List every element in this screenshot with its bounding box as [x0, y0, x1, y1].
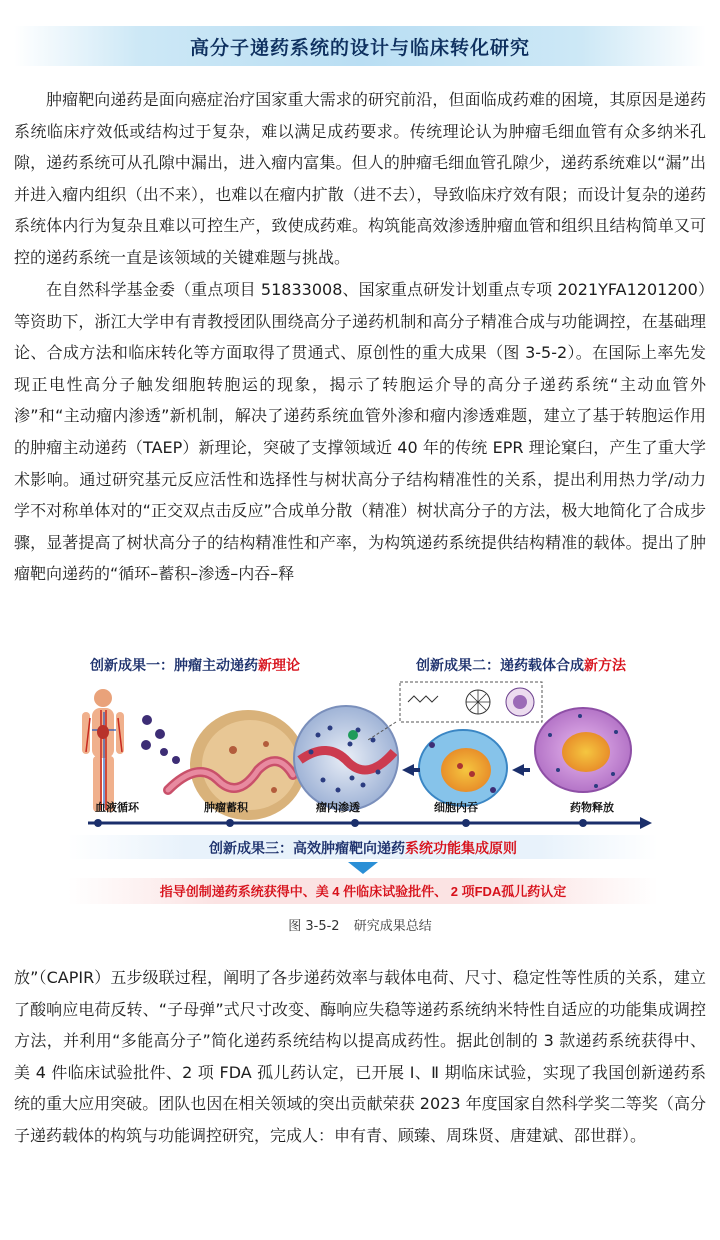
stage-label-penetration: 瘤内渗透 [316, 802, 360, 814]
stage-label-accumulation: 肿瘤蓄积 [204, 802, 248, 814]
stage-label-release: 药物释放 [570, 802, 614, 814]
drug-release-illustration [535, 708, 631, 792]
figure-caption-text: 研究成果总结 [353, 919, 432, 934]
figure-caption [0, 915, 720, 934]
figure-heading-3: 创新成果三：高效肿瘤靶向递药系统功能集成原则 [209, 840, 517, 856]
stage-axis [88, 817, 652, 829]
paragraph-3: 放”（CAPIR）五步级联过程，阐明了各步递药效率与载体电荷、尺寸、稳定性等性质的关系，建立了酸响应电荷反转、“子母弹”式尺寸改变、酶响应失稳等递药系统纳米特性自适应的功能集成调控方法，并利用“多能高分子”简化递药系统结构以提高成药性。据此创制的 3 款递药系统获得中、美 4 件临床试验批件、2 项 FDA 孤儿药认定，已开展 Ⅰ、Ⅱ 期临床试验，实现了我国创新递药系统的重大应用突破。团队也因在相关领域的突出贡献荣获 2023 年度国家自然科学奖二等奖（高分子递药载体的构筑与功能调控研究，完成人：申有青、顾臻、周珠贤、唐建斌、邵世群）。 [14, 968, 706, 1145]
stage-label-circulation: 血液循环 [95, 802, 139, 814]
down-arrow-icon [348, 862, 378, 874]
cell-endocytosis-illustration [419, 730, 507, 806]
nanoparticles-icon [141, 715, 180, 764]
title-banner [14, 26, 706, 66]
figure-graphic [68, 640, 658, 910]
figure-heading-1: 创新成果一：肿瘤主动递药新理论 [90, 657, 300, 673]
paragraph-1: 肿瘤靶向递药是面向癌症治疗国家重大需求的研究前沿，但面临成药难的困境，其原因是递药系统临床疗效低或结构过于复杂，难以满足成药要求。传统理论认为肿瘤毛细血管有众多纳米孔隙，递药系统可从孔隙中漏出，进入瘤内富集。但人的肿瘤毛细血管孔隙少，递药系统难以“漏”出并进入瘤内组织（出不来），也难以在瘤内扩散（进不去），导致临床疗效有限；而设计复杂的递药系统体内行为复杂且难以可控生产，致使成药难。构筑能高效渗透肿瘤血管和组织且结构简单又可控的递药系统一直是该领域的关键难题与挑战。 [14, 90, 706, 267]
figure-heading-2: 创新成果二：递药载体合成新方法 [416, 657, 626, 673]
paragraph-2: 在自然科学基金委（重点项目 51833008、国家重点研发计划重点专项 2021YFA1201200）等资助下，浙江大学申有青教授团队围绕高分子递药机制和高分子精准合成与功能调控，在基础理论、合成方法和临床转化等方面取得了贯通式、原创性的重大成果（图 3-5-2）。在国际上率先发现正电性高分子触发细胞转胞运的现象，揭示了转胞运介导的高分子递药系统“主动血管外渗”和“主动瘤内渗透”新机制，解决了递药系统血管外渗和瘤内渗透难题，建立了基于转胞运作用的肿瘤主动递药（TAEP）新理论，突破了支撑领域近 40 年的传统 EPR 理论窠臼，产生了重大学术影响。通过研究基元反应活性和选择性与树状高分子结构精准性的关系，提出利用热力学/动力学不对称单体对的“正交双点击反应”合成单分散（精准）树状高分子的方法，极大地简化了合成步骤，显著提高了树状高分子的结构精准性和产率，为构筑递药系统提供结构精准的载体。提出了肿瘤靶向递药的“循环–蓄积–渗透–内吞–释 [14, 280, 706, 584]
figure-number: 图 3-5-2 [288, 919, 340, 934]
human-body-illustration [82, 689, 124, 812]
figure-result-banner: 指导创制递药系统获得中、美 4 件临床试验批件、 2 项FDA孤儿药认定 [159, 884, 567, 899]
tumor-penetration-illustration [294, 706, 398, 810]
page-title: 高分子递药系统的设计与临床转化研究 [189, 36, 530, 59]
research-summary-figure [68, 640, 658, 910]
stage-label-endocytosis: 细胞内吞 [434, 802, 478, 814]
